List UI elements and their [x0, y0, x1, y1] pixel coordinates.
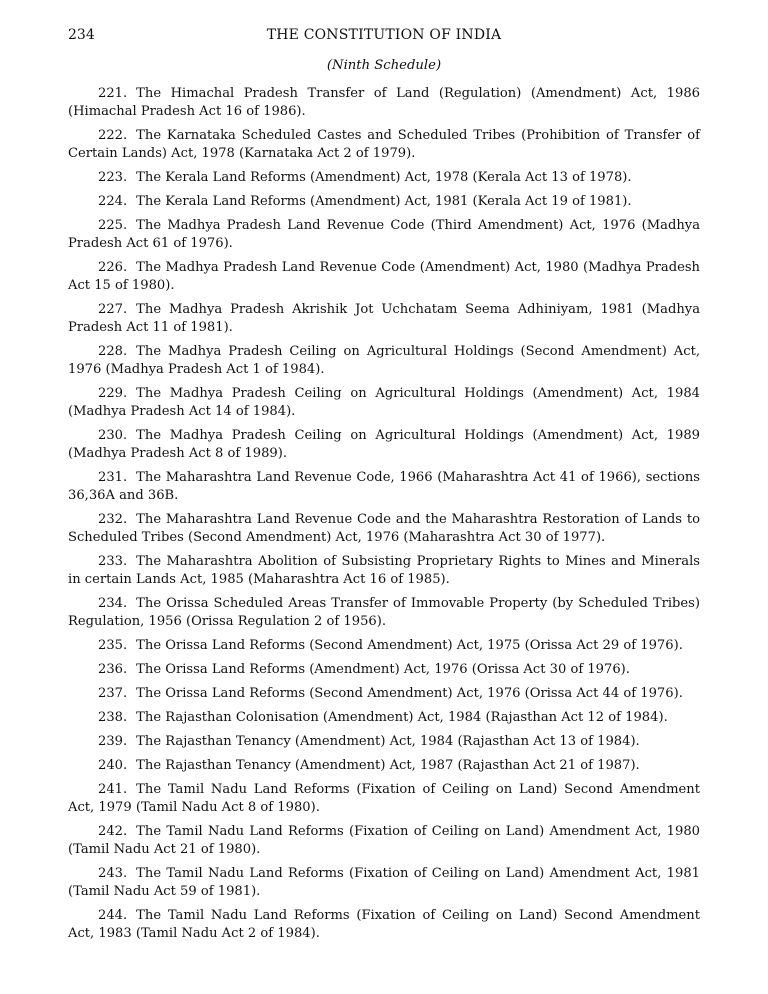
- list-item: [68, 757, 700, 775]
- list-item: [68, 661, 700, 679]
- entry-number: 233.: [98, 554, 128, 569]
- list-item: [68, 193, 700, 211]
- entry-number: 237.: [98, 686, 128, 701]
- list-item: [68, 169, 700, 187]
- entry-number: 241.: [98, 782, 128, 797]
- entry-number: 239.: [98, 734, 128, 749]
- entry-number: 238.: [98, 710, 128, 725]
- entry-number: 232.: [98, 512, 128, 527]
- list-item: [68, 343, 700, 379]
- entry-number: 231.: [98, 470, 128, 485]
- entry-text: The Madhya Pradesh Ceiling on Agricultural Holdings (Amendment) Act, 1989 (Madhya Pradesh Act 8 of 1989).: [68, 428, 700, 461]
- entry-number: 221.: [98, 86, 128, 101]
- running-title: THE CONSTITUTION OF INDIA: [266, 27, 502, 43]
- entry-number: 226.: [98, 260, 128, 275]
- entry-number: 235.: [98, 638, 128, 653]
- entry-list: [68, 85, 700, 943]
- list-item: [68, 85, 700, 121]
- list-item: [68, 127, 700, 163]
- page-header: [68, 0, 700, 48]
- schedule-subtitle: (Ninth Schedule): [326, 58, 442, 73]
- list-item: [68, 427, 700, 463]
- entry-number: 234.: [98, 596, 128, 611]
- entry-text: The Madhya Pradesh Ceiling on Agricultural Holdings (Amendment) Act, 1984 (Madhya Pradesh Act 14 of 1984).: [68, 386, 700, 419]
- entry-text: The Madhya Pradesh Land Revenue Code (Third Amendment) Act, 1976 (Madhya Pradesh Act 61 of 1976).: [68, 218, 700, 251]
- list-item: [68, 865, 700, 901]
- list-item: [68, 595, 700, 631]
- list-item: [68, 709, 700, 727]
- entry-text: The Orissa Land Reforms (Second Amendment) Act, 1975 (Orissa Act 29 of 1976).: [136, 638, 683, 653]
- entry-number: 230.: [98, 428, 128, 443]
- list-item: [68, 685, 700, 703]
- list-item: [68, 511, 700, 547]
- entry-number: 229.: [98, 386, 128, 401]
- entry-text: The Rajasthan Colonisation (Amendment) Act, 1984 (Rajasthan Act 12 of 1984).: [136, 710, 668, 725]
- entry-number: 236.: [98, 662, 128, 677]
- entry-number: 240.: [98, 758, 128, 773]
- list-item: [68, 637, 700, 655]
- list-item: [68, 781, 700, 817]
- list-item: [68, 217, 700, 253]
- list-item: [68, 553, 700, 589]
- entry-number: 223.: [98, 170, 128, 185]
- entry-text: The Rajasthan Tenancy (Amendment) Act, 1987 (Rajasthan Act 21 of 1987).: [136, 758, 640, 773]
- entry-text: The Madhya Pradesh Land Revenue Code (Amendment) Act, 1980 (Madhya Pradesh Act 15 of 1980).: [68, 260, 700, 293]
- list-item: [68, 301, 700, 337]
- entry-text: The Orissa Land Reforms (Second Amendment) Act, 1976 (Orissa Act 44 of 1976).: [136, 686, 683, 701]
- entry-number: 242.: [98, 824, 128, 839]
- list-item: [68, 733, 700, 751]
- list-item: [68, 469, 700, 505]
- entry-number: 244.: [98, 908, 128, 923]
- entry-text: The Kerala Land Reforms (Amendment) Act, 1978 (Kerala Act 13 of 1978).: [136, 170, 632, 185]
- entry-number: 222.: [98, 128, 128, 143]
- entry-number: 224.: [98, 194, 128, 209]
- entry-text: The Tamil Nadu Land Reforms (Fixation of Ceiling on Land) Second Amendment Act, 1979 (Tamil Nadu Act 8 of 1980).: [68, 782, 700, 815]
- entry-text: The Tamil Nadu Land Reforms (Fixation of Ceiling on Land) Amendment Act, 1981 (Tamil Nadu Act 59 of 1981).: [68, 866, 700, 899]
- list-item: [68, 385, 700, 421]
- entry-text: The Orissa Land Reforms (Amendment) Act, 1976 (Orissa Act 30 of 1976).: [136, 662, 630, 677]
- entry-number: 227.: [98, 302, 128, 317]
- list-item: [68, 907, 700, 943]
- entry-text: The Maharashtra Land Revenue Code, 1966 (Maharashtra Act 41 of 1966), sections 36,36A and 36B.: [68, 470, 700, 503]
- entry-number: 228.: [98, 344, 128, 359]
- entry-text: The Tamil Nadu Land Reforms (Fixation of Ceiling on Land) Amendment Act, 1980 (Tamil Nadu Act 21 of 1980).: [68, 824, 700, 857]
- entry-text: The Tamil Nadu Land Reforms (Fixation of Ceiling on Land) Second Amendment Act, 1983 (Tamil Nadu Act 2 of 1984).: [68, 908, 700, 941]
- entry-text: The Himachal Pradesh Transfer of Land (Regulation) (Amendment) Act, 1986 (Himachal Pradesh Act 16 of 1986).: [68, 86, 700, 119]
- entry-text: The Rajasthan Tenancy (Amendment) Act, 1984 (Rajasthan Act 13 of 1984).: [136, 734, 640, 749]
- list-item: [68, 823, 700, 859]
- entry-text: The Kerala Land Reforms (Amendment) Act, 1981 (Kerala Act 19 of 1981).: [136, 194, 632, 209]
- entry-text: The Maharashtra Land Revenue Code and the Maharashtra Restoration of Lands to Scheduled Tribes (Second Amendment) Act, 1976 (Maharashtra Act 30 of 1977).: [68, 512, 700, 545]
- entry-text: The Maharashtra Abolition of Subsisting Proprietary Rights to Mines and Minerals in certain Lands Act, 1985 (Maharashtra Act 16 of 1985).: [68, 554, 700, 587]
- page-number: 234: [68, 27, 95, 43]
- entry-text: The Orissa Scheduled Areas Transfer of Immovable Property (by Scheduled Tribes) Regulation, 1956 (Orissa Regulation 2 of 1956).: [68, 596, 700, 629]
- entry-number: 225.: [98, 218, 128, 233]
- list-item: [68, 259, 700, 295]
- entry-text: The Karnataka Scheduled Castes and Scheduled Tribes (Prohibition of Transfer of Certain Lands) Act, 1978 (Karnataka Act 2 of 1979).: [68, 128, 700, 161]
- entry-text: The Madhya Pradesh Akrishik Jot Uchchatam Seema Adhiniyam, 1981 (Madhya Pradesh Act 11 of 1981).: [68, 302, 700, 335]
- entry-number: 243.: [98, 866, 128, 881]
- entry-text: The Madhya Pradesh Ceiling on Agricultural Holdings (Second Amendment) Act, 1976 (Madhya Pradesh Act 1 of 1984).: [68, 344, 700, 377]
